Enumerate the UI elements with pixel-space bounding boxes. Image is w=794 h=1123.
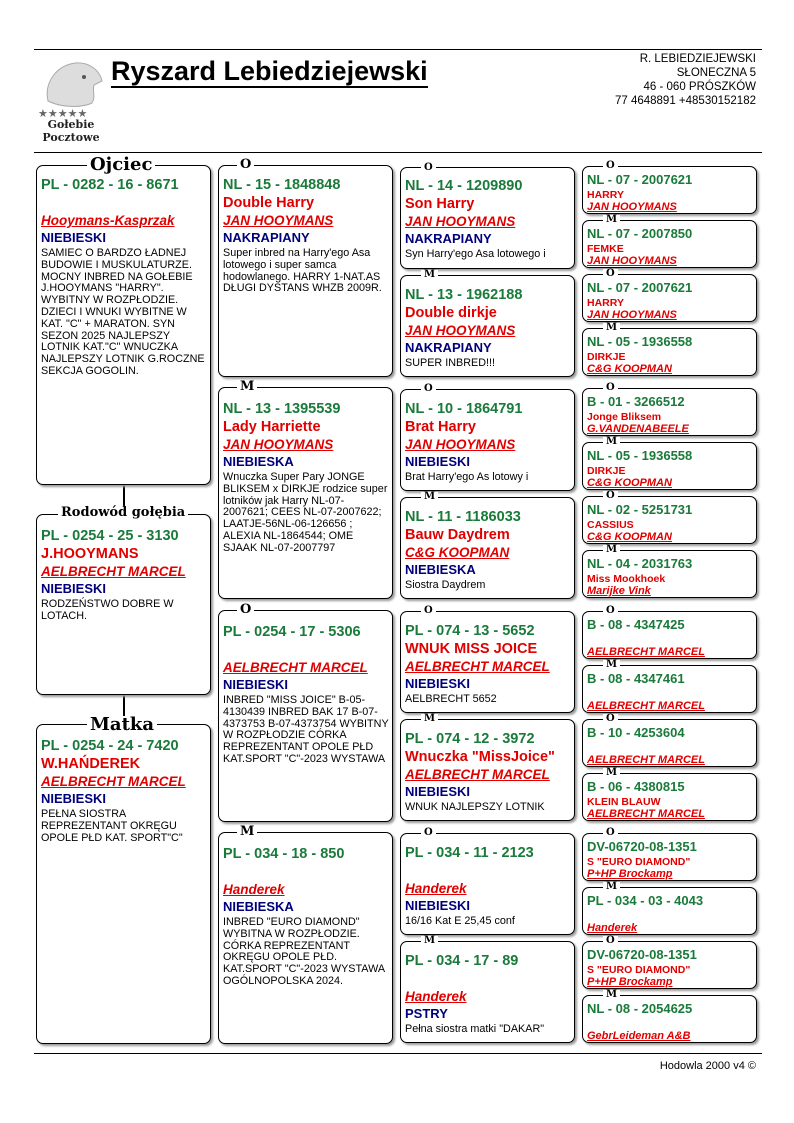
logo-text-line-1: Gołebie [47, 118, 95, 131]
gg-grandparent-card[interactable] [582, 719, 757, 767]
breeder-label: C&G KOOPMAN [405, 545, 510, 560]
ring-number: NL - 13 - 1395539 [223, 401, 341, 417]
father-card[interactable] [36, 165, 211, 485]
pigeon-name: S "EURO DIAMOND" [587, 856, 691, 868]
sex-label-female: M [421, 714, 438, 724]
gg-grandparent-card[interactable] [582, 941, 757, 989]
breeder-label: JAN HOOYMANS [587, 309, 677, 321]
ring-number: NL - 10 - 1864791 [405, 401, 523, 417]
color-label: PSTRY [405, 1006, 448, 1021]
pigeon-name: HARRY [587, 297, 624, 309]
sex-label-male: O [421, 606, 436, 616]
ring-number: PL - 0282 - 16 - 8671 [41, 177, 179, 193]
sex-label-male: O [421, 384, 436, 394]
pigeon-name: Jonge Bliksem [587, 411, 662, 423]
breeder-label: GebrLeideman A&B [587, 1030, 691, 1042]
pigeon-name: S "EURO DIAMOND" [587, 964, 691, 976]
sex-label-female: M [603, 660, 620, 670]
mother-card[interactable] [36, 724, 211, 1044]
ring-number: NL - 11 - 1186033 [405, 509, 521, 525]
mother-label: Matka [87, 716, 157, 734]
breeder-label: Handerek [223, 882, 285, 897]
breeder-label: Handerek [405, 881, 467, 896]
logo-text-line-2: Pocztowe [42, 131, 100, 144]
ring-number: NL - 13 - 1962188 [405, 287, 523, 303]
pigeon-name: Lady Harriette [223, 419, 321, 435]
pigeon-name: FEMKE [587, 243, 624, 255]
gg-grandparent-card[interactable] [582, 220, 757, 268]
notes: INBRED "EURO DIAMOND" WYBITNA W ROZPŁODZIE. CÓRKA REPREZENTANT OKRĘGU OPOLE PŁD. KAT.SPORT "C"-2023 WYSTAWA OGÓLNOPOLSKA 2024. [223, 916, 385, 987]
breeder-label: C&G KOOPMAN [587, 531, 672, 543]
great-grandparent-card[interactable] [400, 497, 575, 599]
breeder-label: C&G KOOPMAN [587, 477, 672, 489]
breeder-label: AELBRECHT MARCEL [587, 700, 705, 712]
pigeon-name: Wnuczka "MissJoice" [405, 749, 555, 765]
color-label: NAKRAPIANY [223, 230, 310, 245]
gg-grandparent-card[interactable] [582, 665, 757, 713]
breeder-label: Handerek [405, 989, 467, 1004]
footer-credit: Hodowla 2000 v4 © [659, 1060, 756, 1072]
ring-number: NL - 05 - 1936558 [587, 334, 693, 349]
pigeon-name [587, 742, 753, 754]
pedigree-title: Rodowód gołębia [58, 506, 188, 520]
sex-label-female: M [603, 215, 620, 225]
pigeon-name: Brat Harry [405, 419, 476, 435]
pigeon-name: J.HOOYMANS [41, 546, 139, 562]
gg-grandparent-card[interactable] [582, 274, 757, 322]
ring-number: NL - 07 - 2007621 [587, 172, 693, 187]
pigeon-name [587, 1018, 753, 1030]
ring-number: NL - 07 - 2007621 [587, 280, 693, 295]
sex-label-female: M [603, 990, 620, 1000]
gg-grandparent-card[interactable] [582, 388, 757, 436]
ring-number: B - 06 - 4380815 [587, 779, 685, 794]
sex-label-female: M [603, 882, 620, 892]
sex-label-male: O [603, 269, 618, 279]
subject-card[interactable] [36, 514, 211, 695]
great-grandparent-card[interactable] [400, 833, 575, 935]
breeder-name: Ryszard Lebiedziejewski [111, 56, 428, 86]
sex-label-male: O [421, 163, 436, 173]
breeder-label: JAN HOOYMANS [587, 255, 677, 267]
ring-number: DV-06720-08-1351 [587, 947, 697, 962]
ring-number: NL - 07 - 2007850 [587, 226, 693, 241]
breeder-label: JAN HOOYMANS [223, 213, 334, 228]
breeder-label: Marijke Vink [587, 585, 651, 597]
grandparent-card[interactable] [218, 610, 393, 822]
color-label: NAKRAPIANY [405, 340, 492, 355]
breeder-label: JAN HOOYMANS [405, 214, 516, 229]
sex-label-female: M [603, 545, 620, 555]
notes: RODZEŃSTWO DOBRE W LOTACH. [41, 598, 174, 622]
ring-number: B - 08 - 4347461 [587, 671, 685, 686]
sex-label-female: M [603, 768, 620, 778]
breeder-label: AELBRECHT MARCEL [405, 767, 550, 782]
sex-label-female: M [421, 492, 438, 502]
ring-number: DV-06720-08-1351 [587, 839, 697, 854]
great-grandparent-card[interactable] [400, 275, 575, 377]
breeder-label: AELBRECHT MARCEL [405, 659, 550, 674]
ring-number: PL - 0254 - 25 - 3130 [41, 528, 179, 544]
color-label: NIEBIESKA [223, 899, 294, 914]
notes: Siostra Daydrem [405, 579, 486, 591]
color-label: NAKRAPIANY [405, 231, 492, 246]
gg-grandparent-card[interactable] [582, 328, 757, 376]
color-label: NIEBIESKI [405, 784, 471, 799]
sex-label-male: O [237, 158, 254, 172]
sex-label-male: O [237, 603, 254, 617]
ring-number: NL - 05 - 1936558 [587, 448, 693, 463]
breeder-label: JAN HOOYMANS [587, 201, 677, 213]
ring-number: B - 01 - 3266512 [587, 394, 685, 409]
breeder-label: AELBRECHT MARCEL [41, 774, 186, 789]
notes: PEŁNA SIOSTRA REPREZENTANT OKRĘGU OPOLE PŁD KAT. SPORT"C" [41, 808, 183, 844]
ring-number: B - 10 - 4253604 [587, 725, 685, 740]
address-line: 46 - 060 PRÓSZKÓW [643, 81, 756, 93]
pigeon-name: KLEIN BLAUW [587, 796, 661, 808]
breeder-label: Hooymans-Kasprzak [41, 213, 175, 228]
notes: INBRED "MISS JOICE" B-05-4130439 INBRED BAK 17 B-07-4373753 B-07-4373754 WYBITNY W ROZPŁODZIE CÓRKA REPREZENTANT OPOLE PŁD KAT.SPORT "C"-2023 WYSTAWA [223, 694, 389, 765]
pigeon-name [41, 194, 207, 212]
color-label: NIEBIESKI [41, 581, 107, 596]
breeder-label: AELBRECHT MARCEL [41, 564, 186, 579]
sex-label-female: M [603, 323, 620, 333]
notes: WNUK NAJLEPSZY LOTNIK [405, 801, 545, 813]
great-grandparent-card[interactable] [400, 941, 575, 1043]
breeder-label: G.VANDENABEELE [587, 423, 689, 435]
notes: 16/16 Kat E 25,45 conf [405, 915, 515, 927]
notes: Syn Harry'ego Asa lotowego i [405, 248, 546, 260]
grandparent-card[interactable] [218, 165, 393, 377]
breeder-label: AELBRECHT MARCEL [587, 808, 705, 820]
father-label: Ojciec [87, 156, 155, 174]
sex-label-male: O [603, 383, 618, 393]
gg-grandparent-card[interactable] [582, 166, 757, 214]
pigeon-name: Son Harry [405, 196, 475, 212]
gg-grandparent-card[interactable] [582, 887, 757, 935]
sex-label-male: O [603, 936, 618, 946]
color-label: NIEBIESKI [405, 898, 471, 913]
ring-number: PL - 034 - 17 - 89 [405, 953, 519, 969]
pigeon-name: HARRY [587, 189, 624, 201]
breeder-label: C&G KOOPMAN [587, 363, 672, 375]
breeder-label: JAN HOOYMANS [405, 437, 516, 452]
breeder-label: AELBRECHT MARCEL [587, 646, 705, 658]
color-label: NIEBIESKI [41, 230, 107, 245]
footer-rule [34, 1053, 762, 1054]
sex-label-female: M [603, 437, 620, 447]
pigeon-name: Bauw Daydrem [405, 527, 510, 543]
pigeon-name [587, 910, 753, 922]
breeder-label: P+HP Brockamp [587, 868, 673, 880]
notes: SUPER INBRED!!! [405, 357, 495, 369]
pigeon-name: DIRKJE [587, 351, 626, 363]
breeder-label: AELBRECHT MARCEL [223, 660, 368, 675]
gg-grandparent-card[interactable] [582, 773, 757, 821]
ring-number: PL - 0254 - 24 - 7420 [41, 738, 179, 754]
gg-grandparent-card[interactable] [582, 496, 757, 544]
notes: Pełna siostra matki "DAKAR" [405, 1023, 545, 1035]
breeder-label: JAN HOOYMANS [405, 323, 516, 338]
notes: Wnuczka Super Pary JONGE BLIKSEM x DIRKJE rodzice super lotników jak Harry NL-07-2007621; CEES NL-07-2007622; LAATJE-56NL-06-126656 ; ALEXIA NL-1864544; OME SJAAK NL-07-2007797 [223, 471, 388, 554]
great-grandparent-card[interactable] [400, 389, 575, 491]
sex-label-male: O [603, 606, 618, 616]
ring-number: NL - 04 - 2031763 [587, 556, 693, 571]
ring-number: PL - 034 - 03 - 4043 [587, 893, 704, 908]
pigeon-name: W.HAŃDEREK [41, 756, 141, 772]
pigeon-name: Miss Mookhoek [587, 573, 666, 585]
color-label: NIEBIESKA [223, 454, 294, 469]
pigeon-name [223, 641, 389, 659]
notes: AELBRECHT 5652 [405, 693, 497, 705]
pigeon-name [223, 863, 389, 881]
breeder-label: JAN HOOYMANS [223, 437, 334, 452]
address-line: R. LEBIEDZIEJEWSKI [639, 53, 756, 65]
ring-number: B - 08 - 4347425 [587, 617, 685, 632]
pigeon-name [587, 634, 753, 646]
sex-label-female: M [237, 380, 257, 394]
great-grandparent-card[interactable] [400, 611, 575, 713]
sex-label-female: M [421, 270, 438, 280]
sex-label-female: M [421, 936, 438, 946]
color-label: NIEBIESKA [405, 562, 476, 577]
ring-number: NL - 08 - 2054625 [587, 1001, 693, 1016]
ring-number: PL - 034 - 18 - 850 [223, 846, 345, 862]
svg-text:★★★★★: ★★★★★ [38, 108, 88, 120]
header-rule [34, 152, 762, 153]
pigeon-name: Double dirkje [405, 305, 497, 321]
sex-label-male: O [421, 828, 436, 838]
sex-label-male: O [603, 491, 618, 501]
breeder-label: P+HP Brockamp [587, 976, 673, 988]
grandparent-card[interactable] [218, 387, 393, 599]
ring-number: PL - 074 - 13 - 5652 [405, 623, 535, 639]
gg-grandparent-card[interactable] [582, 611, 757, 659]
gg-grandparent-card[interactable] [582, 550, 757, 598]
gg-grandparent-card[interactable] [582, 442, 757, 490]
color-label: NIEBIESKI [405, 676, 471, 691]
pigeon-name [405, 970, 571, 988]
ring-number: NL - 15 - 1848848 [223, 177, 341, 193]
breeder-label: Handerek [587, 922, 638, 934]
gg-grandparent-card[interactable] [582, 833, 757, 881]
great-grandparent-card[interactable] [400, 719, 575, 821]
ring-number: NL - 14 - 1209890 [405, 178, 523, 194]
ring-number: PL - 0254 - 17 - 5306 [223, 624, 361, 640]
sex-label-female: M [237, 825, 257, 839]
color-label: NIEBIESKI [41, 791, 107, 806]
address-line: SŁONECZNA 5 [676, 67, 756, 79]
grandparent-card[interactable] [218, 832, 393, 1044]
address-line: 77 4648891 +48530152182 [614, 95, 756, 107]
pigeon-name: Double Harry [223, 195, 315, 211]
notes: Brat Harry'ego As lotowy i [405, 471, 529, 483]
sex-label-male: O [603, 714, 618, 724]
top-rule [34, 49, 762, 50]
ring-number: PL - 074 - 12 - 3972 [405, 731, 535, 747]
great-grandparent-card[interactable] [400, 167, 575, 269]
color-label: NIEBIESKI [405, 454, 471, 469]
pigeon-name: DIRKJE [587, 465, 626, 477]
pigeon-name [405, 862, 571, 880]
notes: Super inbred na Harry'ego Asa lotowego i super samca hodowlanego. HARRY 1-NAT.AS DŁUGI DYSTANS WHZB 2009R. [223, 247, 382, 295]
address-block [615, 52, 756, 108]
notes: SAMIEC O BARDZO ŁADNEJ BUDOWIE I MUSKULATURZE. MOCNY INBRED NA GOŁEBIE J.HOOYMANS "HARRY". WYBITNY W ROZPŁODZIE. DZIECI I WNUKI WYBITNE W KAT. "C" + MARATON. SYN SEZON 2025 NAJLEPSZY LOTNIK KAT."C" WNUCZKA NAJLEPSZY LOTNIK G.ROCZNE SEKCJA GOGOLIN. [41, 247, 205, 377]
ring-number: PL - 034 - 11 - 2123 [405, 845, 534, 861]
pigeon-name: CASSIUS [587, 519, 634, 531]
pigeon-name: WNUK MISS JOICE [405, 641, 538, 657]
gg-grandparent-card[interactable] [582, 995, 757, 1043]
pigeon-name [587, 688, 753, 700]
breeder-label: AELBRECHT MARCEL [587, 754, 705, 766]
color-label: NIEBIESKI [223, 677, 289, 692]
ring-number: NL - 02 - 5251731 [587, 502, 693, 517]
sex-label-male: O [603, 161, 618, 171]
sex-label-male: O [603, 828, 618, 838]
